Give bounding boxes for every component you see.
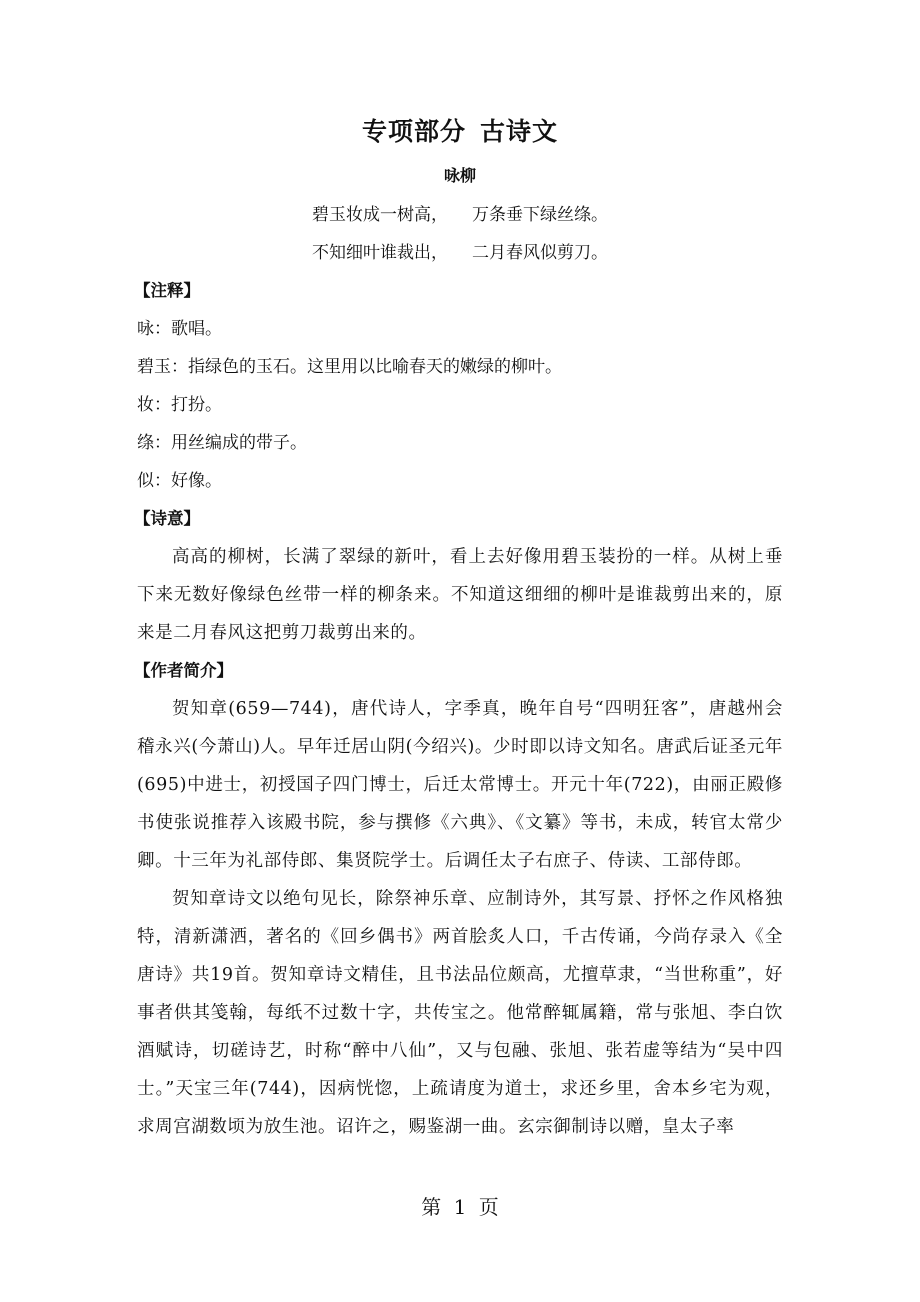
note-item: 似：好像。 — [137, 471, 222, 491]
poem-line-2 — [137, 234, 783, 272]
author-paragraph-2: 贺知章诗文以绝句见长，除祭神乐章、应制诗外，其写景、抒怀之作风格独特，清新潇洒，著名的《回乡偶书》两首脍炙人口，千古传诵，今尚存录入《全唐诗》共19首。贺知章诗文精佳，且书法品位颇高，尤擅草隶，“当世称重”，好事者供其笺翰，每纸不过数十字，共传宝之。他常醉辄属籍，常与张旭、李白饮酒赋诗，切磋诗艺，时称“醉中八仙”，又与包融、张旭、张若虚等结为“吴中四士。”天宝三年(744)，因病恍惚，上疏请度为道士，求还乡里，舍本乡宅为观，求周宫湖数顷为放生池。诏许之，赐鉴湖一曲。玄宗御制诗以赠，皇太子率 — [137, 889, 783, 1137]
meaning-heading: 【诗意】 — [134, 509, 200, 528]
page-footer: 第 1 页 — [421, 1195, 499, 1219]
poem-line-1 — [137, 196, 783, 234]
document-title — [137, 110, 783, 154]
note-item: 碧玉：指绿色的玉石。这里用以比喻春天的嫩绿的柳叶。 — [137, 357, 562, 377]
title-part-2: 古诗文 — [480, 117, 559, 146]
meaning-paragraph: 高高的柳树，长满了翠绿的新叶，看上去好像用碧玉装扮的一样。从树上垂下来无数好像绿色丝带一样的柳条来。不知道这细细的柳叶是谁裁剪出来的，原来是二月春风这把剪刀裁剪出来的。 — [137, 547, 783, 643]
note-item: 妆：打扮。 — [137, 395, 222, 415]
notes-heading: 【注释】 — [134, 281, 200, 300]
title-part-1: 专项部分 — [361, 117, 466, 146]
poem-line-1-first: 碧玉妆成一树高， — [312, 205, 448, 225]
note-item: 咏：歌唱。 — [137, 319, 222, 339]
document-page — [134, 110, 783, 1146]
poem-title: 咏柳 — [443, 166, 476, 185]
author-paragraph-1: 贺知章(659—744)，唐代诗人，字季真，晚年自号“四明狂客”，唐越州会稽永兴(今萧山)人。早年迁居山阴(今绍兴)。少时即以诗文知名。唐武后证圣元年(695)中进士，初授国子四门博士，后迁太常博士。开元十年(722)，由丽正殿修书使张说推荐入该殿书院，参与撰修《六典》、《文纂》等书，未成，转官太常少卿。十三年为礼部侍郎、集贤院学士。后调任太子右庶子、侍读、工部侍郎。 — [137, 699, 783, 871]
poem-line-1-second: 万条垂下绿丝绦。 — [472, 205, 608, 225]
poem-line-2-first: 不知细叶谁裁出， — [312, 243, 448, 263]
note-item: 绦：用丝编成的带子。 — [137, 433, 307, 453]
author-heading: 【作者简介】 — [134, 661, 233, 680]
poem-line-2-second: 二月春风似剪刀。 — [472, 243, 608, 263]
